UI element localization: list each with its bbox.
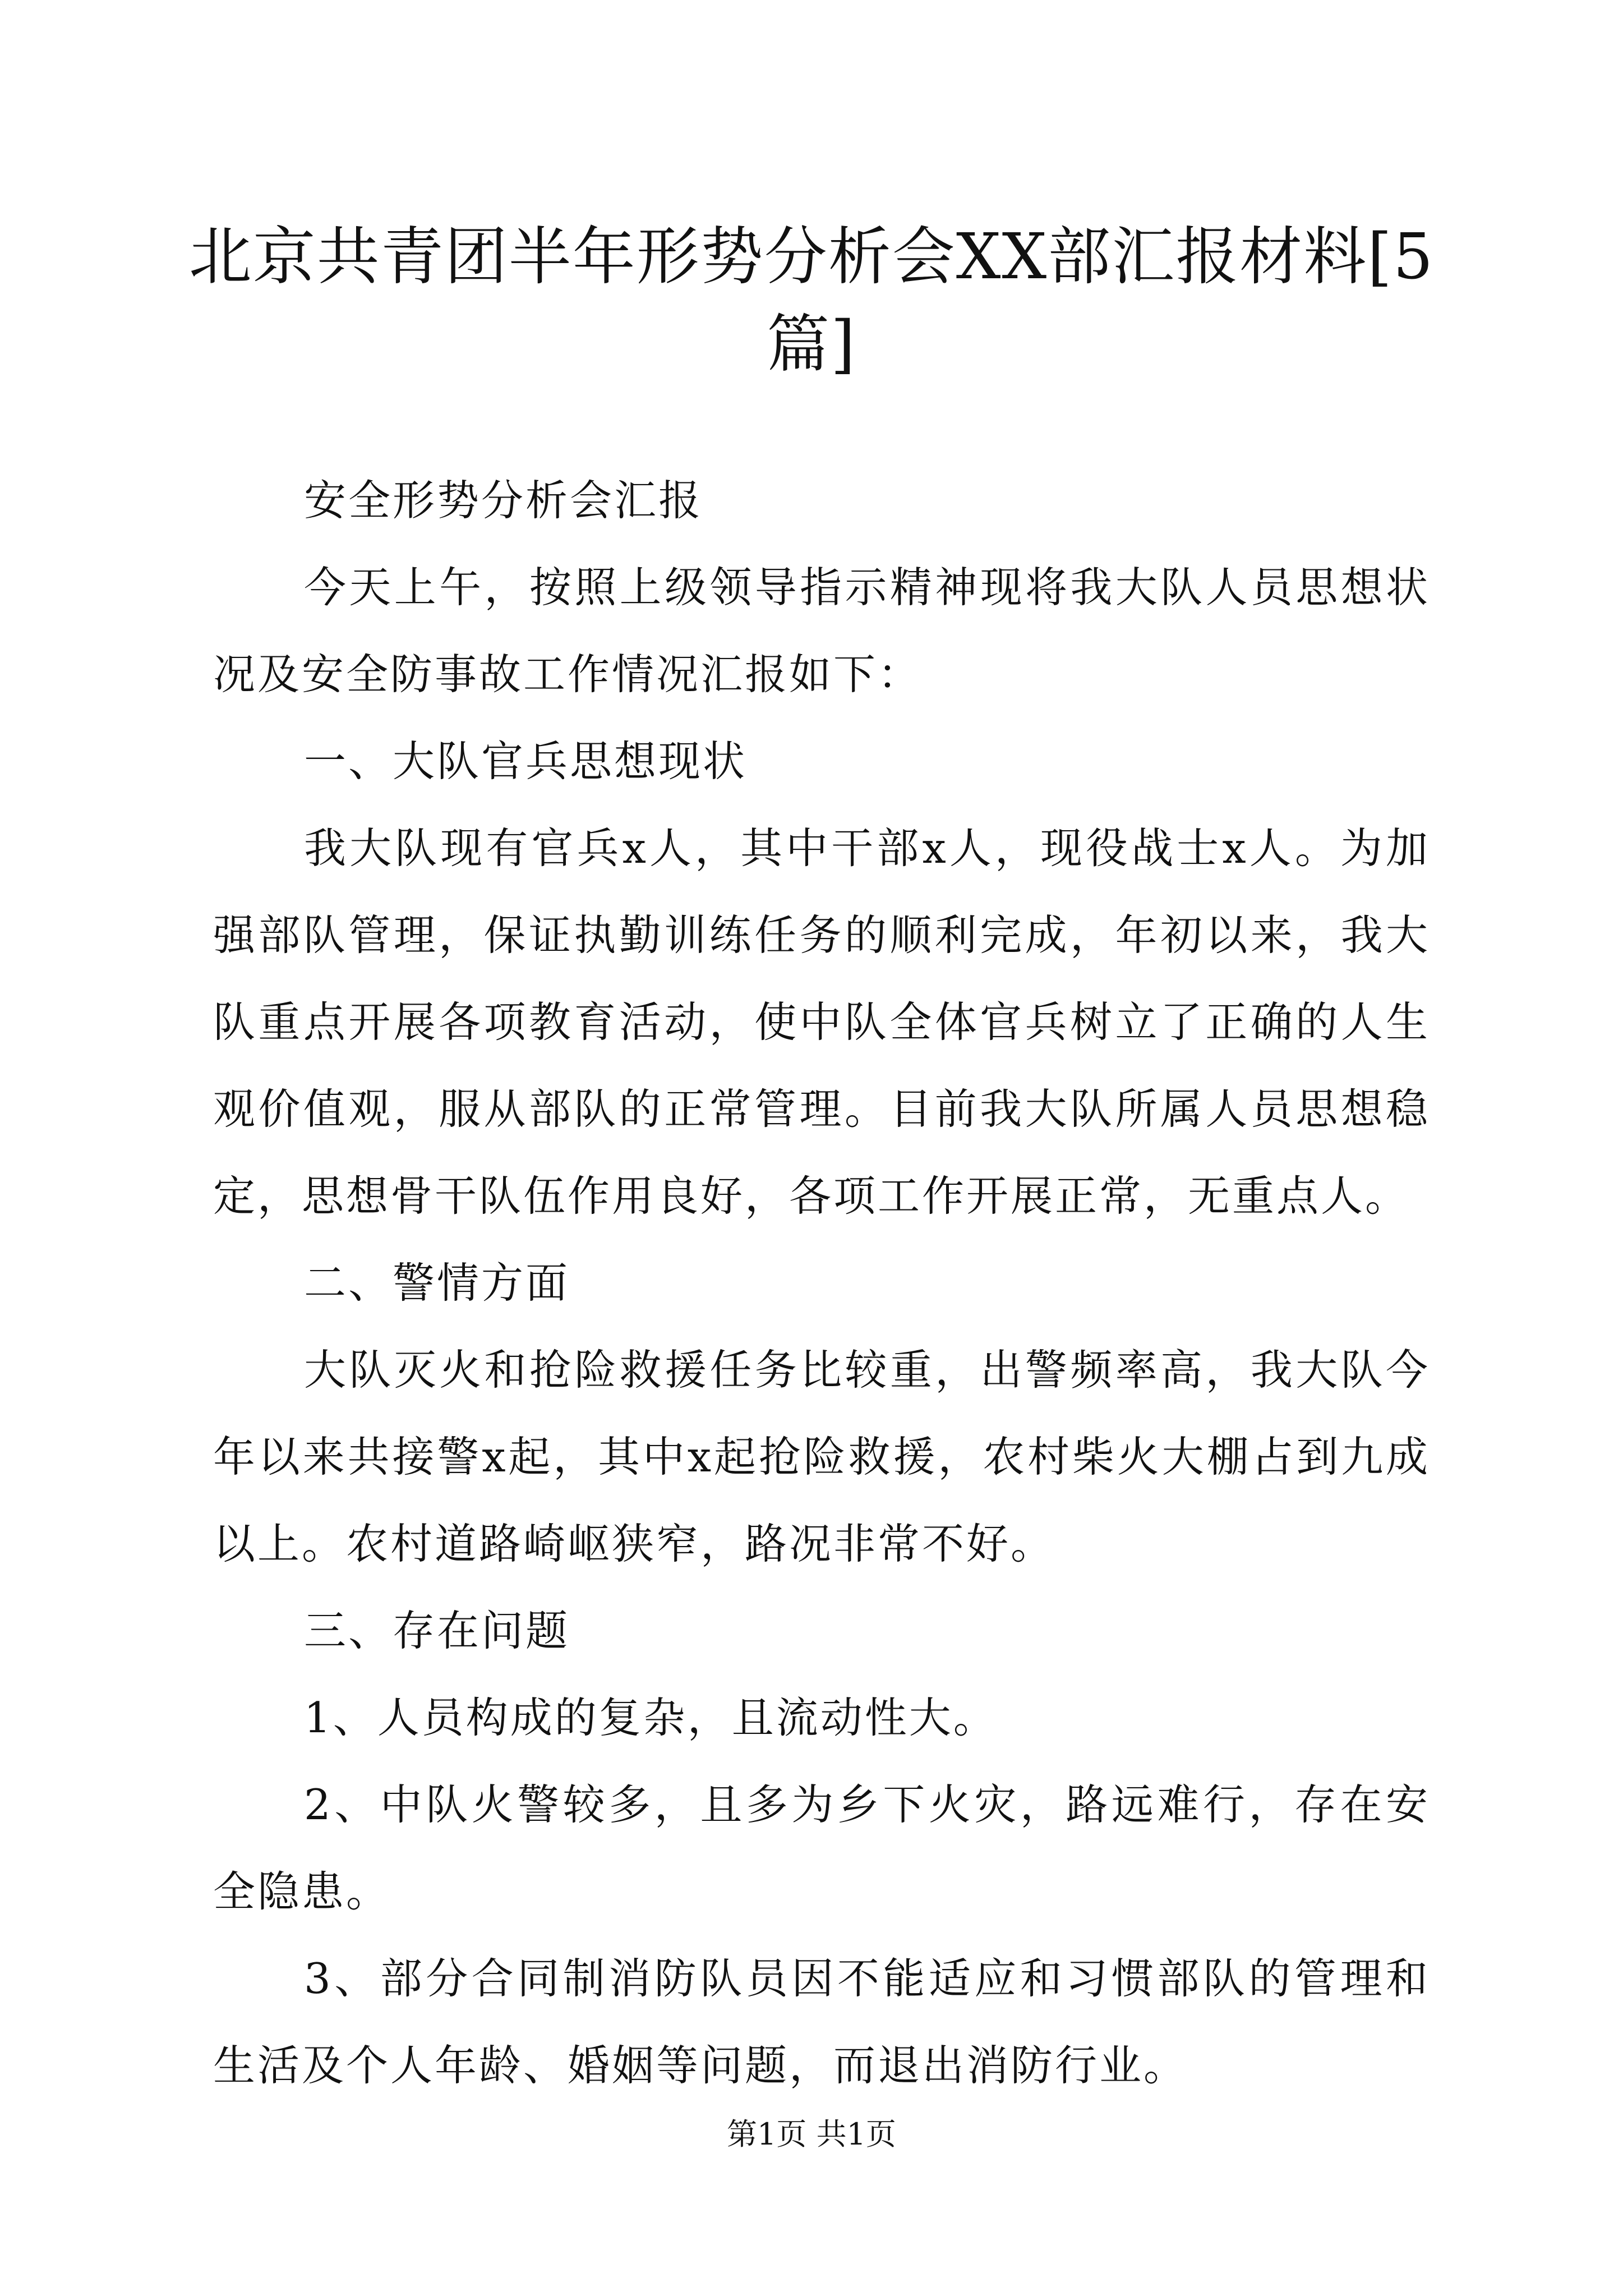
document-body	[213, 457, 1430, 2109]
section-heading: 一、大队官兵思想现状	[304, 737, 748, 786]
section-heading: 二、警情方面	[304, 1258, 570, 1308]
document-title: 北京共青团半年形势分析会XX部汇报材料[5篇]	[188, 220, 1435, 381]
list-item: 1、人员构成的复杂，且流动性大。	[304, 1693, 998, 1742]
section-heading: 三、存在问题	[304, 1606, 570, 1655]
paragraph: 我大队现有官兵x人，其中干部x人，现役战士x人。为加强部队管理，保证执勤训练任务的顺利完成，年初以来，我大队重点开展各项教育活动，使中队全体官兵树立了正确的人生观价值观，服从部队的正常管理。目前我大队所属人员思想稳定，思想骨干队伍作用良好，各项工作开展正常，无重点人。	[213, 823, 1430, 1221]
paragraph: 今天上午，按照上级领导指示精神现将我大队人员思想状况及安全防事故工作情况汇报如下：	[213, 563, 1430, 699]
list-item: 3、部分合同制消防队员因不能适应和习惯部队的管理和生活及个人年龄、婚姻等问题，而退出消防行业。	[213, 1954, 1430, 2090]
paragraph: 大队灭火和抢险救援任务比较重，出警频率高，我大队今年以来共接警x起，其中x起抢险救援，农村柴火大棚占到九成以上。农村道路崎岖狭窄，路况非常不好。	[213, 1345, 1430, 1568]
paragraph-heading: 安全形势分析会汇报	[304, 476, 703, 525]
list-item: 2、中队火警较多，且多为乡下火灾，路远难行，存在安全隐患。	[213, 1780, 1430, 1916]
page-footer: 第1页 共1页	[727, 2116, 896, 2152]
